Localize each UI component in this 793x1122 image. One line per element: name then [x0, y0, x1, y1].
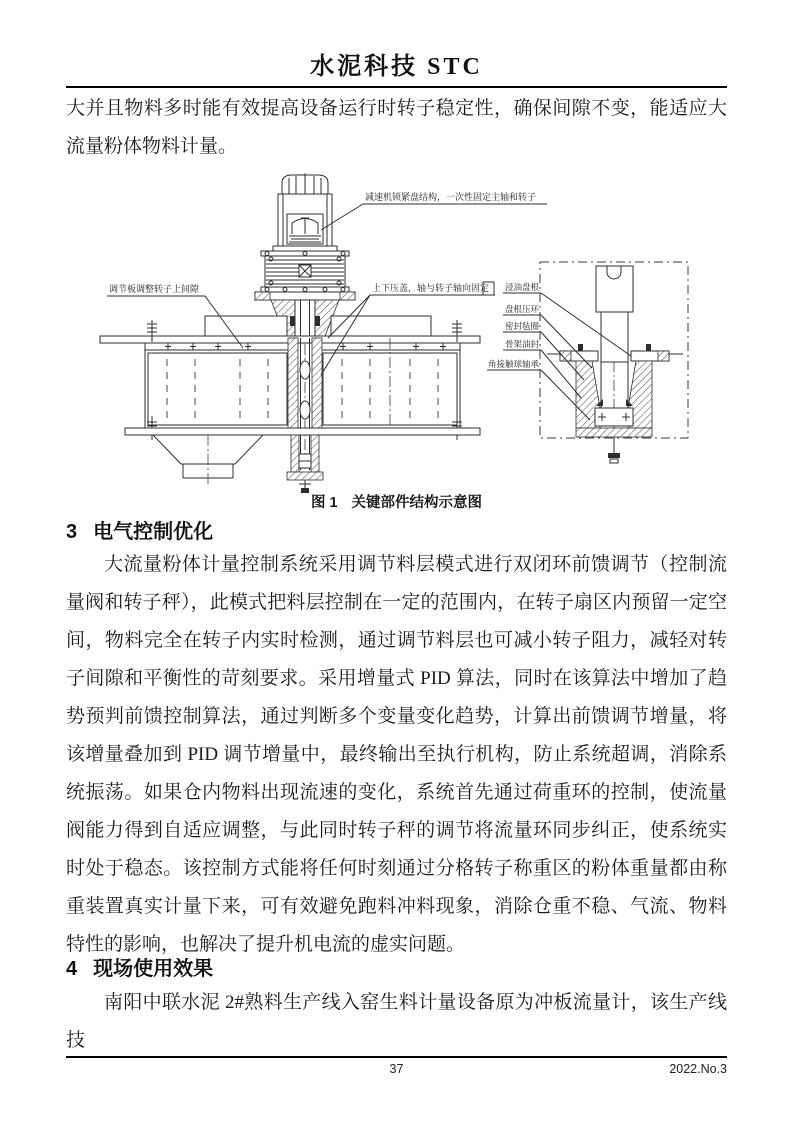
section-4-paragraph: 南阳中联水泥 2#熟料生产线入窑生料计量设备原为冲板流量计，该生产线技: [66, 992, 727, 1051]
section-4-heading: [66, 952, 213, 981]
figure-caption-text: 关键部件结构示意图: [351, 495, 483, 511]
label-gearbox-lockdisc: [321, 191, 547, 230]
figure-label: 减速机锁紧盘结构，一次性固定主轴和转子: [365, 192, 537, 202]
figure-label: 浸油盘根: [504, 282, 539, 292]
issue-number: 2022.No.3: [669, 1062, 727, 1076]
figure-label: 上下压盖，轴与转子轴向固定: [372, 283, 490, 293]
gearbox: [261, 251, 349, 292]
figure-label: 角接触球轴承: [487, 359, 539, 369]
figure-label: 密封毡圈: [504, 321, 539, 331]
motor: [273, 175, 337, 251]
left-bin: [145, 350, 290, 428]
section-title: 现场使用效果: [93, 958, 214, 980]
journal-title: 水泥科技 STC: [310, 54, 483, 80]
figure-caption: [0, 491, 793, 512]
right-bin: [320, 338, 460, 432]
figure-label: 调节板调整转子上间隙: [109, 284, 200, 294]
section-3-heading: [66, 515, 213, 544]
figure-drawing: [95, 170, 695, 495]
footer-rule: [66, 1056, 727, 1058]
intro-paragraph: 大并且物料多时能有效提高设备运行时转子稳定性，确保间隙不变，能适应大流量粉体物料计量。: [66, 98, 727, 157]
section-3-paragraph: 大流量粉体计量控制系统采用调节料层模式进行双闭环前馈调节（控制流量阀和转子秤），此模式把料层控制在一定的范围内，在转子扇区内预留一定空间，物料完全在转子内实时检测，通过调节料层也可减小转子阻力，减轻对转子间隙和平衡性的苛刻要求。采用增量式 PID 算法，同时在该算法中增加了趋势预判前馈控制算法，通过判断多个变量变化趋势，计算出前馈调节增量，将该增量叠加到 PID 调节增量中，最终输出至执行机构，防止系统超调，消除系统振荡。如果仓内物料出现流速的变化，系统首先通过荷重环的控制，使流量阀能力得到自适应调整，与此同时转子秤的调节将流量环同步纠正，使系统实时处于稳态。该控制方式能将任何时刻通过分格转子称重区的粉体重量都由称重装置真实计量下来，可有效避免跑料冲料现象，消除仓重不稳、气流、物料特性的影响，也解决了提升机电流的虚实问题。: [66, 554, 727, 955]
main-section-view: [100, 173, 547, 493]
figure-label: 盘根压环: [504, 304, 539, 314]
page-number: 37: [389, 1062, 404, 1076]
header-rule: [66, 86, 727, 88]
section-number: 3: [66, 521, 78, 543]
figure-caption-label: 图 1: [310, 495, 338, 511]
discharge-funnel: [153, 435, 263, 484]
detail-view: [487, 262, 688, 463]
left-lid: [205, 316, 287, 336]
bottom-plate: [125, 428, 480, 435]
section-number: 4: [66, 958, 78, 980]
figure-1: [95, 170, 695, 495]
figure-label: 骨架油封: [504, 339, 539, 349]
section-title: 电气控制优化: [93, 521, 214, 543]
